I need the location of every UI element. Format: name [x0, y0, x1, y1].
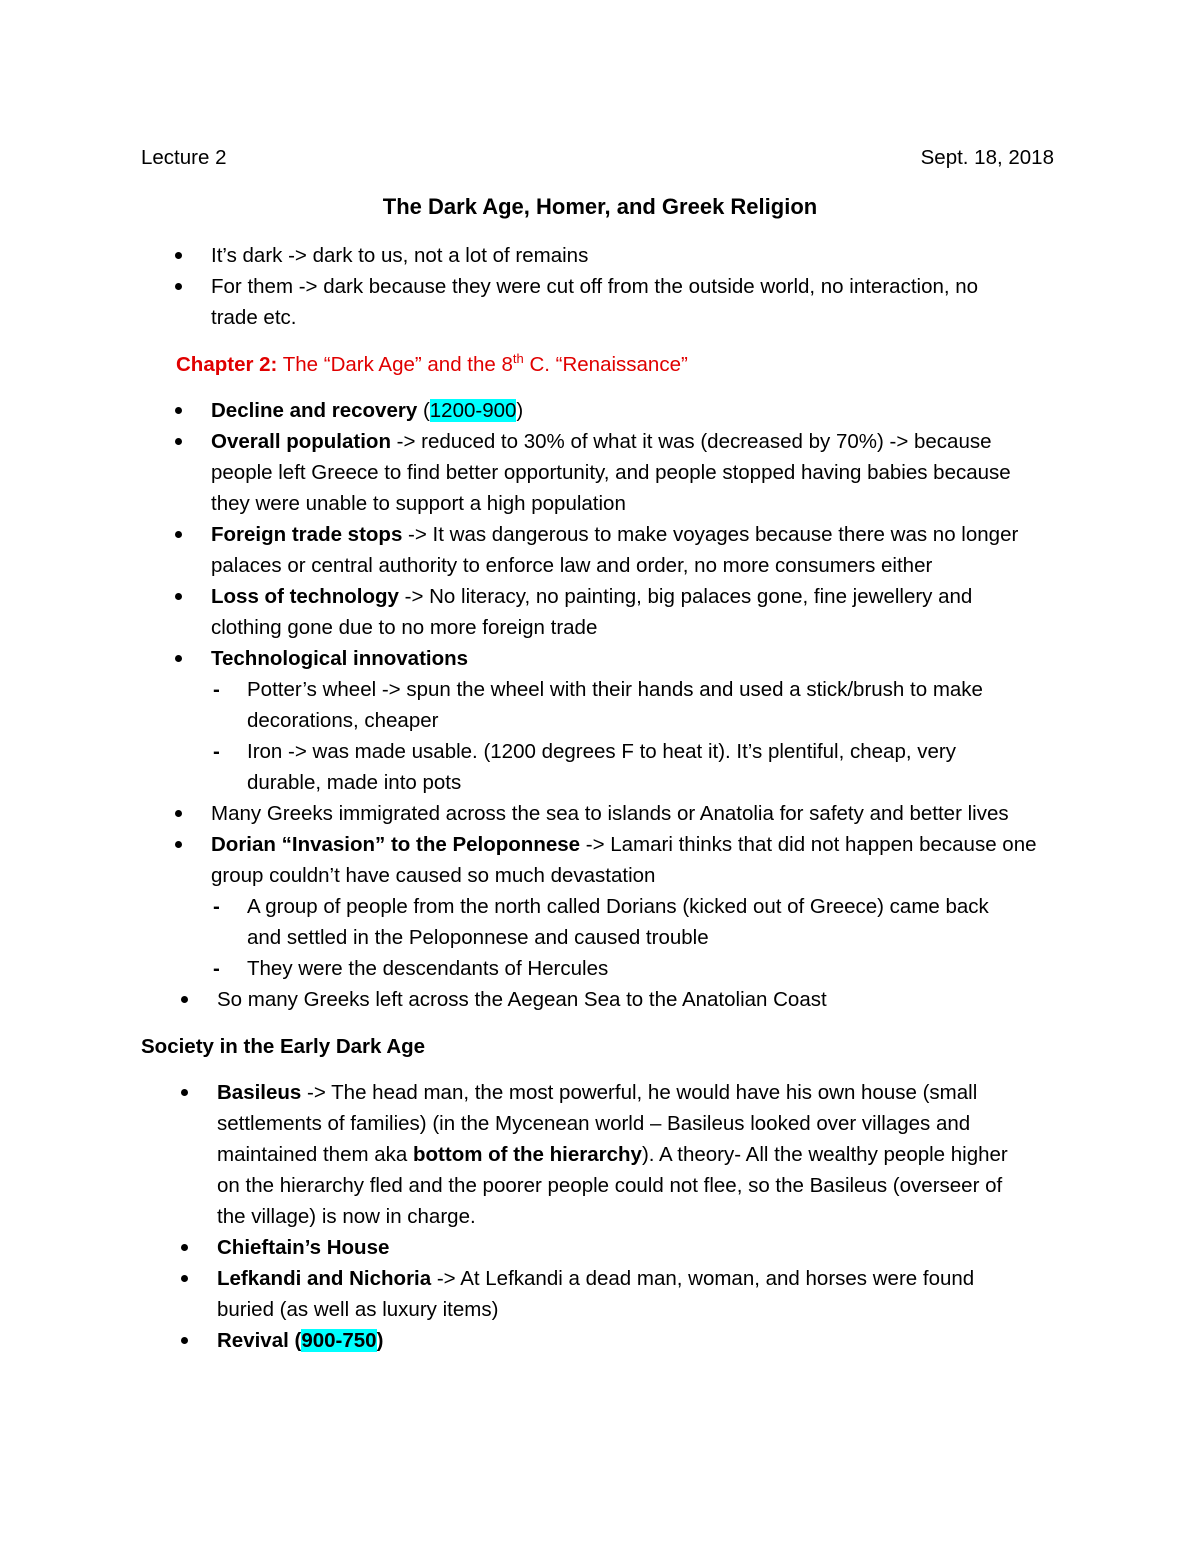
- dorian-line-1: [211, 829, 1037, 860]
- bullet-icon: [175, 531, 182, 538]
- bullet-icon: [175, 841, 182, 848]
- iron-line-1: Iron -> was made usable. (1200 degrees F to heat it). It’s plentiful, cheap, very: [247, 740, 956, 763]
- trade-bold: Foreign trade stops: [211, 523, 403, 546]
- group-line-1: A group of people from the north called Dorians (kicked out of Greece) came back: [247, 895, 989, 918]
- basileus-l3a: maintained them aka: [217, 1143, 414, 1166]
- revival-item: [217, 1325, 383, 1356]
- decline-bold: Decline and recovery: [211, 399, 418, 422]
- section-heading: Society in the Early Dark Age: [141, 1035, 426, 1058]
- chapter-label: Chapter 2:: [176, 353, 278, 376]
- population-bold: Overall population: [211, 430, 391, 453]
- bullet-icon: [175, 438, 182, 445]
- decline-item: [211, 395, 523, 426]
- immigrated-item: Many Greeks immigrated across the sea to islands or Anatolia for safety and better lives: [211, 802, 1009, 825]
- iron-line-2: durable, made into pots: [247, 771, 462, 794]
- decline-highlight: 1200-900: [429, 399, 517, 422]
- group-line-2: and settled in the Peloponnese and caused trouble: [247, 926, 709, 949]
- population-line-3: they were unable to support a high population: [211, 492, 626, 515]
- innovations-heading: Technological innovations: [211, 647, 469, 670]
- chapter-text-a: The “Dark Age” and the 8: [277, 353, 513, 376]
- decline-post: ): [516, 399, 524, 422]
- left-across-item: So many Greeks left across the Aegean Sea to the Anatolian Coast: [217, 988, 827, 1011]
- lefkandi-text: -> At Lefkandi a dead man, woman, and horses were found: [431, 1267, 975, 1290]
- intro-item-1: It’s dark -> dark to us, not a lot of remains: [211, 244, 589, 267]
- lecture-date: Sept. 18, 2018: [920, 146, 1054, 169]
- bullet-icon: [175, 593, 182, 600]
- technology-text: -> No literacy, no painting, big palaces gone, fine jewellery and: [398, 585, 973, 608]
- trade-line-1: [211, 519, 1018, 550]
- basileus-line-4: on the hierarchy fled and the poorer people could not flee, so the Basileus (overseer of: [217, 1174, 1003, 1197]
- chapter-text-b: C. “Renaissance”: [523, 353, 688, 376]
- chapter-heading: [176, 349, 688, 380]
- dash-icon: -: [213, 678, 220, 701]
- basileus-line-5: the village) is now in charge.: [217, 1205, 476, 1228]
- bullet-icon: [175, 283, 182, 290]
- lefkandi-bold: Lefkandi and Nichoria: [217, 1267, 432, 1290]
- dorian-bold: Dorian “Invasion” to the Peloponnese: [211, 833, 581, 856]
- dorian-line-2: group couldn’t have caused so much devastation: [211, 864, 656, 887]
- bullet-icon: [181, 1337, 188, 1344]
- basileus-l3c: ). A theory- All the wealthy people higher: [641, 1143, 1008, 1166]
- basileus-l3-bold: bottom of the hierarchy: [413, 1143, 642, 1166]
- revival-highlight: 900-750: [301, 1329, 377, 1352]
- dash-icon: -: [213, 740, 220, 763]
- bullet-icon: [175, 252, 182, 259]
- dash-icon: -: [213, 957, 220, 980]
- basileus-line-1: [217, 1077, 977, 1108]
- basileus-bold: Basileus: [217, 1081, 302, 1104]
- intro-item-2-line-1: For them -> dark because they were cut off from the outside world, no interaction, no: [211, 275, 979, 298]
- bullet-icon: [181, 996, 188, 1003]
- lefkandi-line-1: [217, 1263, 974, 1294]
- potter-line-1: Potter’s wheel -> spun the wheel with their hands and used a stick/brush to make: [247, 678, 983, 701]
- bullet-icon: [175, 810, 182, 817]
- revival-post: ): [376, 1329, 384, 1352]
- chieftain-item: Chieftain’s House: [217, 1236, 390, 1259]
- population-line-2: people left Greece to find better opportunity, and people stopped having babies because: [211, 461, 1011, 484]
- technology-line-1: [211, 581, 972, 612]
- trade-text: -> It was dangerous to make voyages because there was no longer: [402, 523, 1019, 546]
- population-line-1: [211, 426, 992, 457]
- lecture-label: Lecture 2: [141, 146, 227, 169]
- hercules-item: They were the descendants of Hercules: [247, 957, 609, 980]
- bullet-icon: [181, 1244, 188, 1251]
- intro-item-2-line-2: trade etc.: [211, 306, 297, 329]
- bullet-icon: [175, 407, 182, 414]
- basileus-line-2: settlements of families) (in the Mycenean world – Basileus looked over villages and: [217, 1112, 971, 1135]
- bullet-icon: [181, 1275, 188, 1282]
- technology-bold: Loss of technology: [211, 585, 399, 608]
- chapter-sup: th: [512, 351, 524, 367]
- potter-line-2: decorations, cheaper: [247, 709, 439, 732]
- revival-bold: Revival (: [217, 1329, 302, 1352]
- bullet-icon: [181, 1089, 188, 1096]
- decline-pre: (: [417, 399, 430, 422]
- basileus-text: -> The head man, the most powerful, he would have his own house (small: [301, 1081, 978, 1104]
- basileus-line-3: [217, 1139, 1008, 1170]
- bullet-icon: [175, 655, 182, 662]
- lefkandi-line-2: buried (as well as luxury items): [217, 1298, 499, 1321]
- page-title: The Dark Age, Homer, and Greek Religion: [382, 194, 818, 219]
- dash-icon: -: [213, 895, 220, 918]
- trade-line-2: palaces or central authority to enforce law and order, no more consumers either: [211, 554, 933, 577]
- population-text: -> reduced to 30% of what it was (decreased by 70%) -> because: [390, 430, 992, 453]
- dorian-text: -> Lamari thinks that did not happen because one: [580, 833, 1037, 856]
- technology-line-2: clothing gone due to no more foreign trade: [211, 616, 598, 639]
